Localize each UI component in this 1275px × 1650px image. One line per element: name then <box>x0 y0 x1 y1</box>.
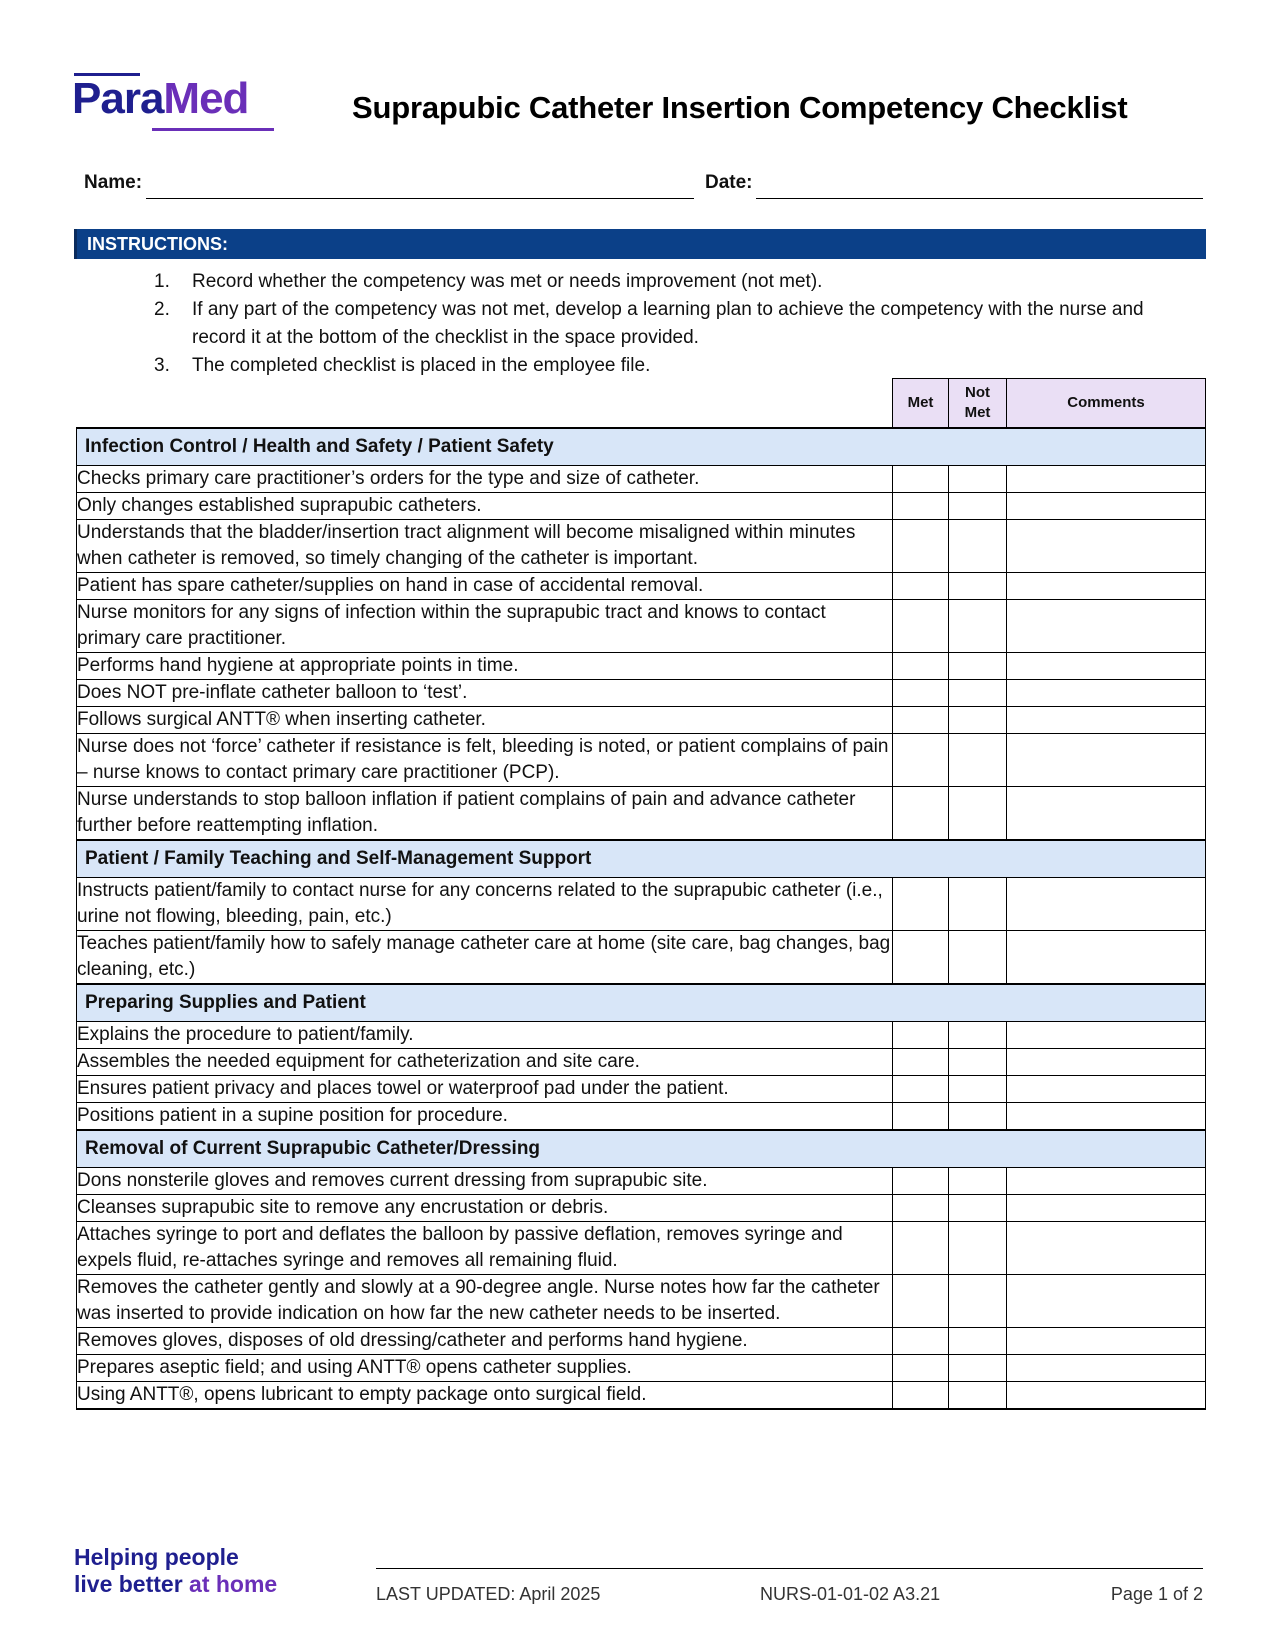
met-cell[interactable] <box>893 1328 949 1355</box>
instructions-heading: INSTRUCTIONS: <box>87 234 228 254</box>
comments-cell[interactable] <box>1007 1382 1206 1410</box>
competency-text: Nurse monitors for any signs of infection within the suprapubic tract and knows to contact primary care practitioner. <box>77 600 893 653</box>
table-header-row <box>77 379 1206 429</box>
met-cell[interactable] <box>893 1222 949 1275</box>
not-met-cell[interactable] <box>949 1049 1007 1076</box>
checklist-row <box>77 493 1206 520</box>
document-title: Suprapubic Catheter Insertion Competency Checklist <box>352 90 1128 125</box>
competency-text: Assembles the needed equipment for catheterization and site care. <box>77 1049 893 1076</box>
comments-cell[interactable] <box>1007 1103 1206 1131</box>
competency-checklist-table <box>76 378 1206 1410</box>
instructions-list <box>150 268 1160 380</box>
met-cell[interactable] <box>893 520 949 573</box>
instructions-header-bar <box>74 229 1206 259</box>
met-cell[interactable] <box>893 931 949 985</box>
paramed-logo <box>72 70 272 132</box>
not-met-cell[interactable] <box>949 1328 1007 1355</box>
comments-cell[interactable] <box>1007 680 1206 707</box>
met-cell[interactable] <box>893 1076 949 1103</box>
logo-part1: Para <box>72 74 164 123</box>
instruction-number: 1. <box>154 271 170 292</box>
section-header-row <box>77 1130 1206 1168</box>
last-updated: LAST UPDATED: April 2025 <box>376 1584 601 1604</box>
not-met-header-line1: Not <box>965 384 990 401</box>
competency-text: Prepares aseptic field; and using ANTT® opens catheter supplies. <box>77 1355 893 1382</box>
competency-text: Checks primary care practitioner’s orders for the type and size of catheter. <box>77 466 893 493</box>
competency-text: Attaches syringe to port and deflates the balloon by passive deflation, removes syringe and expels fluid, re-attaches syringe and removes all remaining fluid. <box>77 1222 893 1275</box>
instruction-item <box>150 352 1160 380</box>
section-title: Removal of Current Suprapubic Catheter/Dressing <box>77 1130 1206 1168</box>
checklist-row <box>77 734 1206 787</box>
not-met-column-header <box>949 379 1007 429</box>
date-label: Date: <box>705 172 753 193</box>
checklist-body <box>77 428 1206 1409</box>
competency-text: Nurse does not ‘force’ catheter if resistance is felt, bleeding is noted, or patient complains of pain – nurse knows to contact primary care practitioner (PCP). <box>77 734 893 787</box>
checklist-row <box>77 466 1206 493</box>
comments-cell[interactable] <box>1007 1355 1206 1382</box>
comments-cell[interactable] <box>1007 520 1206 573</box>
checklist-row <box>77 1076 1206 1103</box>
checklist-row <box>77 1222 1206 1275</box>
logo-text <box>72 76 248 122</box>
checklist-row <box>77 1275 1206 1328</box>
section-header-row <box>77 984 1206 1022</box>
comments-cell[interactable] <box>1007 493 1206 520</box>
competency-text: Performs hand hygiene at appropriate points in time. <box>77 653 893 680</box>
comments-cell[interactable] <box>1007 1022 1206 1049</box>
not-met-cell[interactable] <box>949 787 1007 841</box>
comments-cell[interactable] <box>1007 1049 1206 1076</box>
not-met-header-line2: Met <box>964 404 991 421</box>
checklist-row <box>77 573 1206 600</box>
name-field[interactable] <box>146 198 694 199</box>
document-code: NURS-01-01-02 A3.21 <box>760 1584 941 1604</box>
logo-underline <box>152 128 274 131</box>
instruction-text: Record whether the competency was met or needs improvement (not met). <box>192 271 823 292</box>
comments-cell[interactable] <box>1007 466 1206 493</box>
not-met-cell[interactable] <box>949 707 1007 734</box>
comments-cell[interactable] <box>1007 1076 1206 1103</box>
met-cell[interactable] <box>893 653 949 680</box>
slogan-line1: Helping people <box>74 1544 239 1570</box>
competency-text: Only changes established suprapubic catheters. <box>77 493 893 520</box>
competency-text: Teaches patient/family how to safely manage catheter care at home (site care, bag changes, bag cleaning, etc.) <box>77 931 893 985</box>
checklist-row <box>77 1195 1206 1222</box>
not-met-cell[interactable] <box>949 520 1007 573</box>
not-met-cell[interactable] <box>949 653 1007 680</box>
section-title: Patient / Family Teaching and Self-Management Support <box>77 840 1206 878</box>
comments-column-header: Comments <box>1007 379 1206 429</box>
checklist-row <box>77 600 1206 653</box>
competency-text: Dons nonsterile gloves and removes current dressing from suprapubic site. <box>77 1168 893 1195</box>
competency-text: Explains the procedure to patient/family. <box>77 1022 893 1049</box>
checklist-row <box>77 931 1206 985</box>
section-title: Infection Control / Health and Safety / Patient Safety <box>77 428 1206 466</box>
met-cell[interactable] <box>893 1022 949 1049</box>
not-met-cell[interactable] <box>949 600 1007 653</box>
met-cell[interactable] <box>893 707 949 734</box>
met-cell[interactable] <box>893 1355 949 1382</box>
comments-cell[interactable] <box>1007 1168 1206 1195</box>
met-cell[interactable] <box>893 1049 949 1076</box>
not-met-cell[interactable] <box>949 1355 1007 1382</box>
comments-cell[interactable] <box>1007 1222 1206 1275</box>
date-field[interactable] <box>756 198 1203 199</box>
not-met-cell[interactable] <box>949 1275 1007 1328</box>
not-met-cell[interactable] <box>949 466 1007 493</box>
not-met-cell[interactable] <box>949 931 1007 985</box>
met-column-header: Met <box>893 379 949 429</box>
comments-cell[interactable] <box>1007 931 1206 985</box>
checklist-row <box>77 520 1206 573</box>
instruction-text: If any part of the competency was not met, develop a learning plan to achieve the competency with the nurse and record it at the bottom of the checklist in the space provided. <box>192 299 1144 348</box>
comments-cell[interactable] <box>1007 653 1206 680</box>
comments-cell[interactable] <box>1007 734 1206 787</box>
competency-text: Removes gloves, disposes of old dressing/catheter and performs hand hygiene. <box>77 1328 893 1355</box>
competency-text: Does NOT pre-inflate catheter balloon to ‘test’. <box>77 680 893 707</box>
slogan-line2-a: live better <box>74 1571 190 1597</box>
met-cell[interactable] <box>893 600 949 653</box>
checklist-row <box>77 707 1206 734</box>
met-cell[interactable] <box>893 1195 949 1222</box>
met-cell[interactable] <box>893 493 949 520</box>
comments-cell[interactable] <box>1007 1195 1206 1222</box>
checklist-row <box>77 878 1206 931</box>
not-met-cell[interactable] <box>949 1076 1007 1103</box>
met-cell[interactable] <box>893 680 949 707</box>
not-met-cell[interactable] <box>949 573 1007 600</box>
comments-cell[interactable] <box>1007 1275 1206 1328</box>
checklist-row <box>77 1355 1206 1382</box>
met-cell[interactable] <box>893 734 949 787</box>
checklist-row <box>77 680 1206 707</box>
not-met-cell[interactable] <box>949 1022 1007 1049</box>
checklist-row <box>77 1168 1206 1195</box>
met-cell[interactable] <box>893 1275 949 1328</box>
checklist-row <box>77 1103 1206 1131</box>
competency-text: Patient has spare catheter/supplies on hand in case of accidental removal. <box>77 573 893 600</box>
competency-text: Follows surgical ANTT® when inserting catheter. <box>77 707 893 734</box>
checklist-row <box>77 787 1206 841</box>
not-met-cell[interactable] <box>949 878 1007 931</box>
checklist-row <box>77 653 1206 680</box>
not-met-cell[interactable] <box>949 1195 1007 1222</box>
met-cell[interactable] <box>893 787 949 841</box>
met-cell[interactable] <box>893 1168 949 1195</box>
comments-cell[interactable] <box>1007 573 1206 600</box>
instruction-item <box>150 296 1160 352</box>
competency-text: Removes the catheter gently and slowly at a 90-degree angle. Nurse notes how far the catheter was inserted to provide indication on how far the new catheter needs to be inserted. <box>77 1275 893 1328</box>
not-met-cell[interactable] <box>949 1168 1007 1195</box>
instruction-text: The completed checklist is placed in the employee file. <box>192 355 651 376</box>
met-cell[interactable] <box>893 1103 949 1131</box>
comments-cell[interactable] <box>1007 707 1206 734</box>
instruction-number: 3. <box>154 355 170 376</box>
not-met-cell[interactable] <box>949 680 1007 707</box>
competency-text: Instructs patient/family to contact nurse for any concerns related to the suprapubic catheter (i.e., urine not flowing, bleeding, pain, etc.) <box>77 878 893 931</box>
checklist-row <box>77 1328 1206 1355</box>
not-met-cell[interactable] <box>949 1382 1007 1410</box>
met-cell[interactable] <box>893 466 949 493</box>
not-met-cell[interactable] <box>949 1222 1007 1275</box>
checklist-row <box>77 1049 1206 1076</box>
competency-text: Using ANTT®, opens lubricant to empty package onto surgical field. <box>77 1382 893 1410</box>
page-number: Page 1 of 2 <box>1110 1584 1203 1604</box>
comments-cell[interactable] <box>1007 1328 1206 1355</box>
checklist-row <box>77 1022 1206 1049</box>
name-label: Name: <box>84 172 143 193</box>
competency-text: Understands that the bladder/insertion tract alignment will become misaligned within minutes when catheter is removed, so timely changing of the catheter is important. <box>77 520 893 573</box>
comments-cell[interactable] <box>1007 878 1206 931</box>
not-met-cell[interactable] <box>949 1103 1007 1131</box>
met-cell[interactable] <box>893 573 949 600</box>
competency-text: Nurse understands to stop balloon inflation if patient complains of pain and advance catheter further before reattempting inflation. <box>77 787 893 841</box>
slogan-line2-b: at home <box>189 1571 278 1597</box>
footer-slogan <box>74 1544 277 1598</box>
slogan-line2 <box>74 1571 277 1598</box>
not-met-cell[interactable] <box>949 734 1007 787</box>
not-met-cell[interactable] <box>949 493 1007 520</box>
section-header-row <box>77 428 1206 466</box>
footer-divider <box>376 1568 1203 1569</box>
section-header-row <box>77 840 1206 878</box>
header-blank-cell <box>77 379 893 429</box>
competency-text: Positions patient in a supine position for procedure. <box>77 1103 893 1131</box>
comments-cell[interactable] <box>1007 787 1206 841</box>
instruction-item <box>150 268 1160 296</box>
logo-part2: Med <box>163 74 249 123</box>
instruction-number: 2. <box>154 299 170 320</box>
competency-text: Cleanses suprapubic site to remove any encrustation or debris. <box>77 1195 893 1222</box>
met-cell[interactable] <box>893 1382 949 1410</box>
comments-cell[interactable] <box>1007 600 1206 653</box>
competency-text: Ensures patient privacy and places towel or waterproof pad under the patient. <box>77 1076 893 1103</box>
met-cell[interactable] <box>893 878 949 931</box>
section-title: Preparing Supplies and Patient <box>77 984 1206 1022</box>
checklist-row <box>77 1382 1206 1410</box>
